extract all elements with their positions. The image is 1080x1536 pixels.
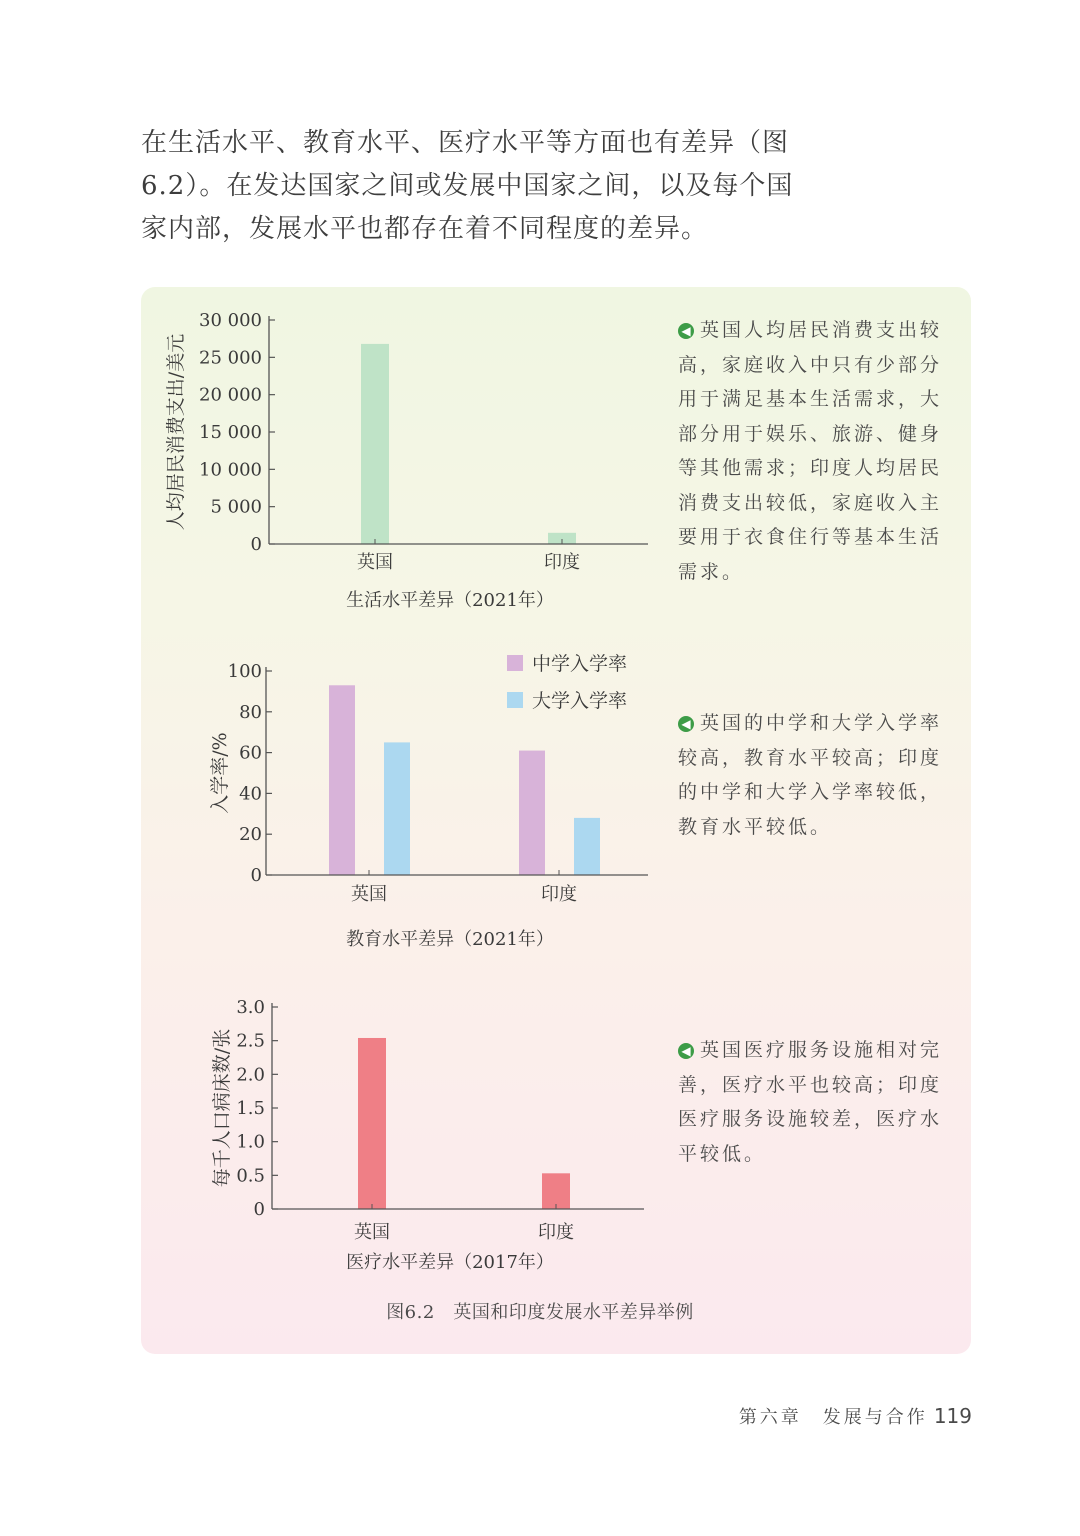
- y-tick-label: 3.0: [236, 997, 265, 1018]
- y-tick-label: 20: [239, 824, 262, 846]
- y-tick-label: 10 000: [199, 459, 262, 481]
- intro-line: 6.2）。在发达国家之间或发展中国家之间，以及每个国: [141, 171, 794, 201]
- y-axis-label: 人均居民消费支出/美元: [165, 333, 187, 531]
- y-axis-label: 每千人口病床数/张: [211, 1028, 233, 1188]
- x-tick-label: 英国: [351, 884, 387, 905]
- y-tick-label: 60: [239, 742, 262, 764]
- note-healthcare-text: 英国医疗服务设施相对完善，医疗水平也较高；印度医疗服务设施较差，医疗水平较低。: [678, 1039, 943, 1165]
- y-tick-label: 2.0: [236, 1064, 265, 1086]
- chart-title: 生活水平差异（2021年）: [346, 590, 554, 611]
- x-tick-label: 印度: [538, 1222, 574, 1243]
- legend-label: 中学入学率: [532, 653, 628, 675]
- y-tick-label: 20 000: [199, 384, 262, 406]
- y-tick-label: 15 000: [199, 422, 262, 443]
- intro-paragraph: [141, 122, 794, 251]
- y-tick-label: 2.5: [236, 1030, 265, 1052]
- legend-label: 大学入学率: [532, 690, 628, 712]
- x-tick-label: 印度: [544, 552, 580, 573]
- y-tick-label: 0: [253, 1199, 265, 1220]
- arrow-left-icon: ◀: [678, 716, 694, 732]
- note-education-text: 英国的中学和大学入学率较高，教育水平较高；印度的中学和大学入学率较低，教育水平较低。: [678, 712, 943, 838]
- note-living: [678, 313, 958, 589]
- x-tick-label: 英国: [357, 552, 393, 573]
- y-axis-label: 入学率/%: [209, 732, 231, 814]
- intro-line: 家内部，发展水平也都存在着不同程度的差异。: [141, 214, 709, 244]
- y-tick-label: 5 000: [210, 496, 262, 518]
- chapter-title: 第六章 发展与合作: [738, 1407, 928, 1428]
- x-tick-label: 印度: [541, 884, 577, 905]
- arrow-left-icon: ◀: [678, 323, 694, 339]
- y-tick-label: 0.5: [236, 1165, 265, 1187]
- x-tick-label: 英国: [354, 1222, 390, 1243]
- note-living-text: 英国人均居民消费支出较高，家庭收入中只有少部分用于满足基本生活需求，大部分用于娱乐、旅游、健身等其他需求；印度人均居民消费支出较低，家庭收入主要用于衣食住行等基本生活需求。: [678, 319, 943, 583]
- y-tick-label: 80: [239, 701, 262, 723]
- page-number: 119: [933, 1404, 972, 1428]
- y-tick-label: 0: [250, 534, 262, 555]
- y-tick-label: 25 000: [199, 347, 262, 369]
- chart-title: 医疗水平差异（2017年）: [346, 1252, 554, 1273]
- y-tick-label: 100: [227, 661, 262, 682]
- intro-line: 在生活水平、教育水平、医疗水平等方面也有差异（图: [141, 128, 790, 158]
- y-tick-label: 1.0: [236, 1131, 265, 1153]
- page-footer: [739, 1403, 972, 1429]
- y-tick-label: 1.5: [236, 1098, 265, 1119]
- y-tick-label: 30 000: [199, 310, 262, 331]
- note-education: [678, 706, 958, 844]
- figure-caption: 图6.2 英国和印度发展水平差异举例: [386, 1302, 694, 1323]
- chart-title: 教育水平差异（2021年）: [346, 929, 554, 950]
- y-tick-label: 0: [250, 865, 262, 886]
- y-tick-label: 40: [239, 783, 262, 805]
- arrow-left-icon: ◀: [678, 1043, 694, 1059]
- note-healthcare: [678, 1033, 958, 1171]
